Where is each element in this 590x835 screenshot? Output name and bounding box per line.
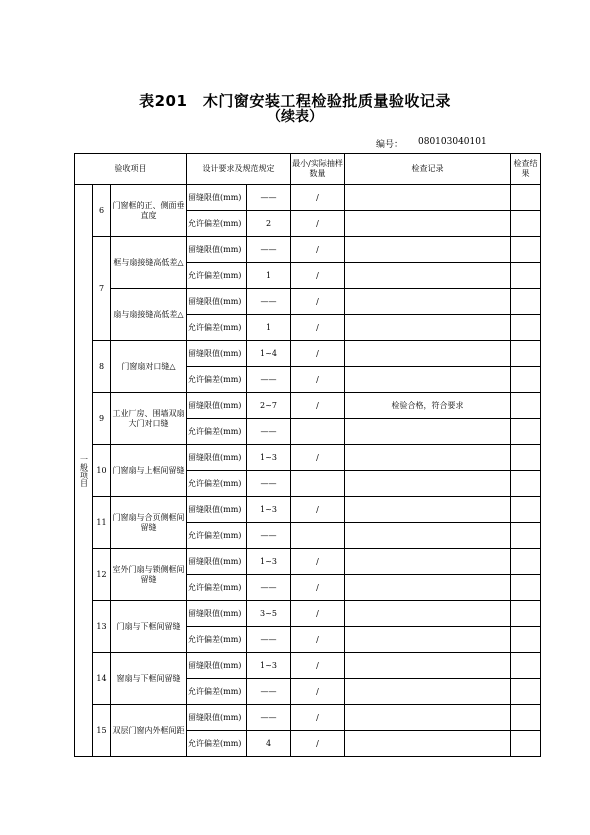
sample-count: / xyxy=(291,497,345,523)
spec-type: 允许偏差(mm) xyxy=(187,419,247,445)
spec-type: 允许偏差(mm) xyxy=(187,731,247,757)
category-label: 一般项目 xyxy=(75,185,93,757)
item-number: 10 xyxy=(93,445,111,497)
check-record xyxy=(345,627,511,653)
spec-value: 2~7 xyxy=(247,393,291,419)
spec-type: 允许偏差(mm) xyxy=(187,263,247,289)
check-record xyxy=(345,367,511,393)
item-name: 门窗扇与合页侧框间留缝 xyxy=(111,497,187,549)
spec-type: 允许偏差(mm) xyxy=(187,315,247,341)
sample-count: / xyxy=(291,575,345,601)
check-result xyxy=(511,393,541,419)
spec-value: 1~3 xyxy=(247,445,291,471)
table-row xyxy=(75,653,541,679)
item-number: 8 xyxy=(93,341,111,393)
spec-value: —— xyxy=(247,575,291,601)
check-record xyxy=(345,263,511,289)
table-row xyxy=(75,185,541,211)
check-record xyxy=(345,471,511,497)
check-result xyxy=(511,289,541,315)
col-header-spec: 设计要求及规范规定 xyxy=(187,154,291,185)
spec-value: —— xyxy=(247,471,291,497)
spec-value: 1~3 xyxy=(247,653,291,679)
spec-type: 允许偏差(mm) xyxy=(187,523,247,549)
check-result xyxy=(511,523,541,549)
table-row xyxy=(75,549,541,575)
check-record xyxy=(345,679,511,705)
table-row xyxy=(75,497,541,523)
check-result xyxy=(511,263,541,289)
spec-value: 4 xyxy=(247,731,291,757)
page-title: 表201 木门窗安装工程检验批质量验收记录 xyxy=(139,92,451,110)
sample-count: / xyxy=(291,393,345,419)
check-record xyxy=(345,601,511,627)
item-number: 15 xyxy=(93,705,111,757)
sample-count: / xyxy=(291,549,345,575)
check-result xyxy=(511,419,541,445)
sample-count: / xyxy=(291,237,345,263)
check-result xyxy=(511,445,541,471)
sample-count: / xyxy=(291,679,345,705)
spec-value: 2 xyxy=(247,211,291,237)
spec-value: —— xyxy=(247,237,291,263)
check-result xyxy=(511,497,541,523)
check-record: 检验合格，符合要求 xyxy=(345,393,511,419)
col-header-sample: 最小/实际抽样数量 xyxy=(291,154,345,185)
spec-type: 留缝限值(mm) xyxy=(187,705,247,731)
item-name: 室外门扇与锁侧框间留缝 xyxy=(111,549,187,601)
item-number: 13 xyxy=(93,601,111,653)
check-result xyxy=(511,575,541,601)
spec-value: 3~5 xyxy=(247,601,291,627)
spec-value: —— xyxy=(247,705,291,731)
sample-count: / xyxy=(291,367,345,393)
item-number: 14 xyxy=(93,653,111,705)
spec-value: —— xyxy=(247,419,291,445)
check-result xyxy=(511,601,541,627)
item-number: 6 xyxy=(93,185,111,237)
sample-count: / xyxy=(291,289,345,315)
item-name: 扇与扇接缝高低差△ xyxy=(111,289,187,341)
check-record xyxy=(345,315,511,341)
spec-type: 留缝限值(mm) xyxy=(187,185,247,211)
spec-type: 留缝限值(mm) xyxy=(187,601,247,627)
code-label: 编号： xyxy=(376,140,404,150)
item-number: 9 xyxy=(93,393,111,445)
item-name: 门扇与下框间留缝 xyxy=(111,601,187,653)
table-row xyxy=(75,289,541,315)
sample-count: / xyxy=(291,341,345,367)
item-number: 11 xyxy=(93,497,111,549)
spec-type: 允许偏差(mm) xyxy=(187,627,247,653)
spec-value: —— xyxy=(247,627,291,653)
check-result xyxy=(511,731,541,757)
item-number: 12 xyxy=(93,549,111,601)
spec-type: 允许偏差(mm) xyxy=(187,211,247,237)
item-name: 窗扇与下框间留缝 xyxy=(111,653,187,705)
check-record xyxy=(345,211,511,237)
check-record xyxy=(345,497,511,523)
check-result xyxy=(511,185,541,211)
spec-type: 允许偏差(mm) xyxy=(187,367,247,393)
spec-value: —— xyxy=(247,523,291,549)
check-record xyxy=(345,289,511,315)
sample-count: / xyxy=(291,185,345,211)
spec-type: 留缝限值(mm) xyxy=(187,237,247,263)
table-row xyxy=(75,601,541,627)
sample-count: / xyxy=(291,705,345,731)
item-name: 门窗扇与上框间留缝 xyxy=(111,445,187,497)
check-record xyxy=(345,341,511,367)
sample-count: / xyxy=(291,601,345,627)
check-result xyxy=(511,315,541,341)
sample-count: / xyxy=(291,627,345,653)
check-result xyxy=(511,367,541,393)
check-record xyxy=(345,549,511,575)
item-name: 框与扇接缝高低差△ xyxy=(111,237,187,289)
header-row xyxy=(75,154,541,185)
sample-count: / xyxy=(291,445,345,471)
spec-type: 允许偏差(mm) xyxy=(187,575,247,601)
check-result xyxy=(511,549,541,575)
inspection-table xyxy=(74,153,541,757)
sample-count: / xyxy=(291,211,345,237)
check-record xyxy=(345,731,511,757)
check-result xyxy=(511,341,541,367)
check-result xyxy=(511,237,541,263)
check-result xyxy=(511,211,541,237)
sample-count xyxy=(291,471,345,497)
item-name: 工业厂房、围墙双扇大门对口缝 xyxy=(111,393,187,445)
check-record xyxy=(345,445,511,471)
page-subtitle: （续表） xyxy=(267,109,323,125)
code-value: 080103040101 xyxy=(418,137,487,147)
item-name: 门窗扇对口缝△ xyxy=(111,341,187,393)
check-record xyxy=(345,575,511,601)
spec-type: 留缝限值(mm) xyxy=(187,653,247,679)
spec-type: 留缝限值(mm) xyxy=(187,289,247,315)
col-header-result: 检查结果 xyxy=(511,154,541,185)
sample-count: / xyxy=(291,731,345,757)
check-record xyxy=(345,419,511,445)
spec-value: —— xyxy=(247,185,291,211)
table-row xyxy=(75,445,541,471)
check-result xyxy=(511,471,541,497)
check-record xyxy=(345,705,511,731)
check-record xyxy=(345,185,511,211)
spec-value: —— xyxy=(247,679,291,705)
check-result xyxy=(511,653,541,679)
sample-count: / xyxy=(291,653,345,679)
sample-count: / xyxy=(291,263,345,289)
spec-type: 留缝限值(mm) xyxy=(187,497,247,523)
table-row xyxy=(75,393,541,419)
sample-count xyxy=(291,523,345,549)
table-row xyxy=(75,237,541,263)
check-record xyxy=(345,653,511,679)
col-header-item: 验收项目 xyxy=(75,154,187,185)
item-name: 门窗框的正、侧面垂直度 xyxy=(111,185,187,237)
spec-value: 1~4 xyxy=(247,341,291,367)
check-record xyxy=(345,237,511,263)
sample-count xyxy=(291,419,345,445)
spec-type: 留缝限值(mm) xyxy=(187,341,247,367)
item-number: 7 xyxy=(93,237,111,341)
spec-value: 1 xyxy=(247,263,291,289)
spec-value: 1~3 xyxy=(247,549,291,575)
check-result xyxy=(511,627,541,653)
spec-type: 留缝限值(mm) xyxy=(187,393,247,419)
spec-type: 允许偏差(mm) xyxy=(187,679,247,705)
check-result xyxy=(511,679,541,705)
spec-type: 留缝限值(mm) xyxy=(187,445,247,471)
spec-type: 允许偏差(mm) xyxy=(187,471,247,497)
check-record xyxy=(345,523,511,549)
sample-count: / xyxy=(291,315,345,341)
spec-type: 留缝限值(mm) xyxy=(187,549,247,575)
table-row xyxy=(75,705,541,731)
item-name: 双层门窗内外框间距 xyxy=(111,705,187,757)
spec-value: —— xyxy=(247,367,291,393)
table-row xyxy=(75,341,541,367)
col-header-record: 检查记录 xyxy=(345,154,511,185)
spec-value: —— xyxy=(247,289,291,315)
spec-value: 1 xyxy=(247,315,291,341)
check-result xyxy=(511,705,541,731)
spec-value: 1~3 xyxy=(247,497,291,523)
